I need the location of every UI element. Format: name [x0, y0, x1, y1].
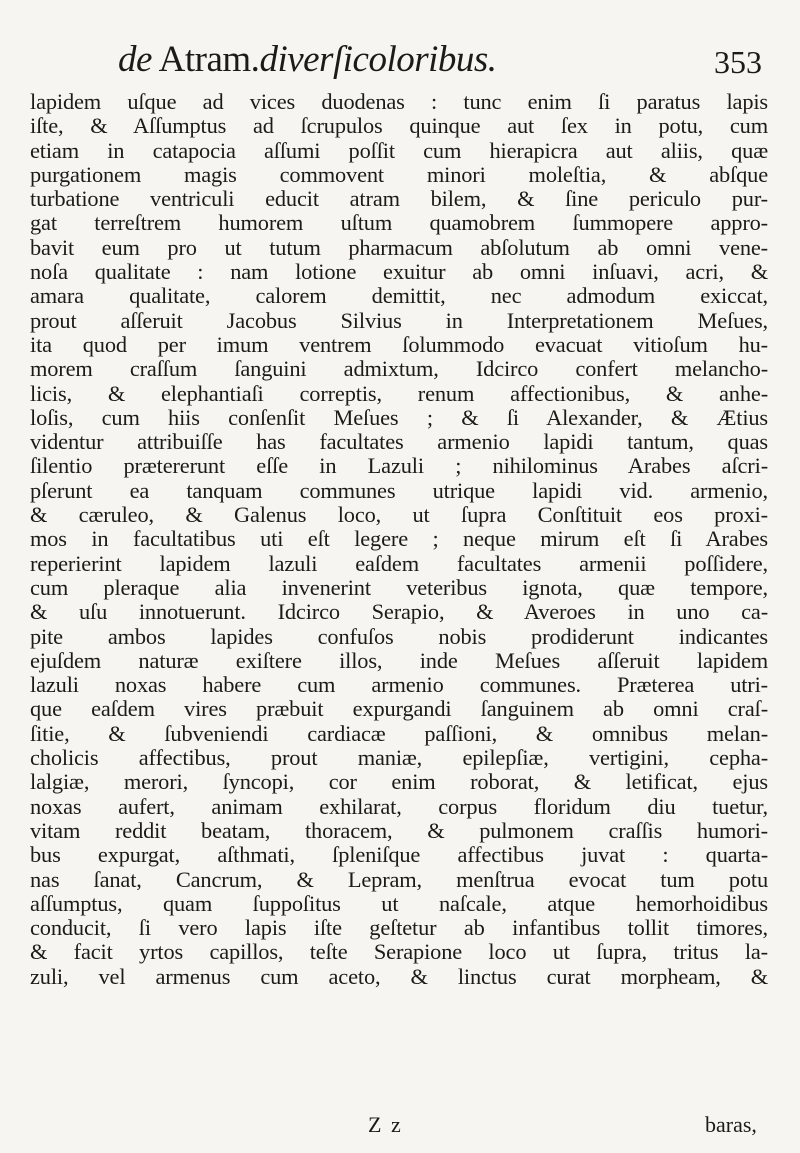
text-line: licis, & elephantiaſi correptis, renum affectionibus, & anhe- [30, 380, 768, 406]
text-line: nas ſanat, Cancrum, & Lepram, menſtrua evocat tum potu [30, 866, 768, 892]
text-line: prout aſſeruit Jacobus Silvius in Interpretationem Meſues, [30, 307, 768, 333]
text-line: ita quod per imum ventrem ſolummodo evacuat vitioſum hu- [30, 331, 768, 357]
text-line: loſis, cum hiis conſenſit Meſues ; & ſi Alexander, & Ætius [30, 404, 768, 430]
text-line: turbatione ventriculi educit atram bilem, & ſine periculo pur- [30, 186, 768, 212]
text-line: pite ambos lapides confuſos nobis prodiderunt indicantes [30, 623, 768, 649]
title-prefix: de [118, 39, 152, 80]
page-number: 353 [714, 44, 762, 80]
title-suffix: diverſicoloribus. [259, 39, 497, 80]
text-line: que eaſdem vires præbuit expurgandi ſanguinem ab omni craſ- [30, 696, 768, 722]
signature-mark: Z z [368, 1112, 403, 1137]
text-line: aſſumptus, quam ſuppoſitus ut naſcale, atque hemorhoidibus [30, 890, 768, 916]
text-line: cholicis affectibus, prout maniæ, epilepſiæ, vertigini, cepha- [30, 745, 768, 771]
body-text [30, 90, 768, 989]
text-line: videntur attribuiſſe has facultates armenio lapidi tantum, quas [30, 429, 768, 455]
catchword: baras, [705, 1112, 757, 1137]
text-line: amara qualitate, calorem demittit, nec admodum exiccat, [30, 283, 768, 309]
text-line: noxas aufert, animam exhilarat, corpus floridum diu tuetur, [30, 793, 768, 819]
text-line: & facit yrtos capillos, teſte Serapione loco ut ſupra, tritus la- [30, 939, 768, 965]
page-footer [0, 1112, 800, 1138]
text-line: vitam reddit beatam, thoracem, & pulmonem craſſis humori- [30, 817, 768, 843]
text-line: etiam in catapocia aſſumi poſſit cum hierapicra aut aliis, quæ [30, 137, 768, 163]
text-line: purgationem magis commovent minori moleſtia, & abſque [30, 161, 768, 187]
text-line: & uſu innotuerunt. Idcirco Serapio, & Averoes in uno ca- [30, 599, 768, 625]
text-line: ejuſdem naturæ exiſtere illos, inde Meſues aſſeruit lapidem [30, 647, 768, 673]
text-line: zuli, vel armenus cum aceto, & linctus curat morpheam, & [30, 963, 768, 989]
text-line: cum pleraque alia invenerint veteribus ignota, quæ tempore, [30, 574, 768, 600]
running-head [0, 38, 800, 78]
text-line: gat terreſtrem humorem uſtum quamobrem ſummopere appro- [30, 210, 768, 236]
text-line: noſa qualitate : nam lotione exuitur ab omni inſuavi, acri, & [30, 259, 768, 285]
text-line: bavit eum pro ut tutum pharmacum abſolutum ab omni vene- [30, 234, 768, 260]
title-main: Atram. [158, 39, 260, 80]
text-line: ſitie, & ſubveniendi cardiacæ paſſioni, & omnibus melan- [30, 720, 768, 746]
text-line: mos in facultatibus uti eſt legere ; neque mirum eſt ſi Arabes [30, 526, 768, 552]
text-line: bus expurgat, aſthmati, ſpleniſque affectibus juvat : quarta- [30, 842, 768, 868]
text-line: pſerunt ea tanquam communes utrique lapidi vid. armenio, [30, 477, 768, 503]
text-line: reperierint lapidem lazuli eaſdem facultates armenii poſſidere, [30, 550, 768, 576]
text-line: iſte, & Aſſumptus ad ſcrupulos quinque aut ſex in potu, cum [30, 113, 768, 139]
running-title [118, 38, 497, 81]
text-line: morem craſſum ſanguini admixtum, Idcirco confert melancho- [30, 356, 768, 382]
text-line: conducit, ſi vero lapis iſte geſtetur ab infantibus tollit timores, [30, 915, 768, 941]
text-line: lazuli noxas habere cum armenio communes. Præterea utri- [30, 672, 768, 698]
text-line: ſilentio prætererunt eſſe in Lazuli ; nihilominus Arabes aſcri- [30, 453, 768, 479]
text-line: & cæruleo, & Galenus loco, ut ſupra Conſtituit eos proxi- [30, 502, 768, 528]
text-line: lapidem uſque ad vices duodenas : tunc enim ſi paratus lapis [30, 89, 768, 114]
text-line: lalgiæ, merori, ſyncopi, cor enim roborat, & letificat, ejus [30, 769, 768, 795]
